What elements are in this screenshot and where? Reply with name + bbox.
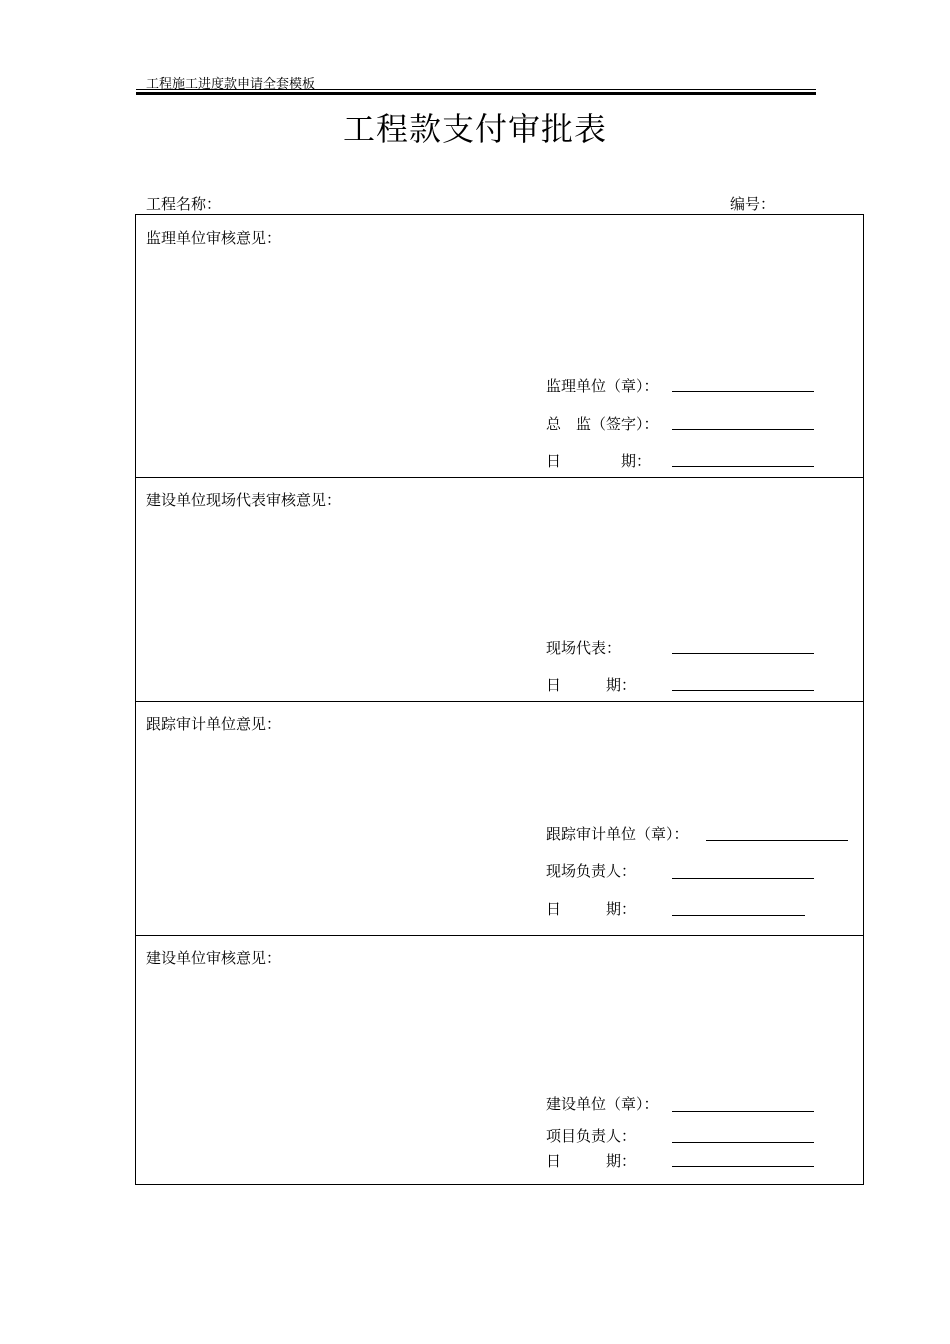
supervision-review-section (136, 215, 863, 478)
project-name-label: 工程名称： (146, 195, 222, 213)
site-leader-line[interactable] (672, 878, 814, 879)
owner-unit-review-title: 建设单位审核意见： (146, 949, 282, 967)
project-leader-line[interactable] (672, 1142, 814, 1143)
supervision-unit-seal-line[interactable] (672, 391, 814, 392)
supervision-date-line[interactable] (672, 466, 814, 467)
tracking-audit-unit-seal-label: 跟踪审计单位（章）： (546, 825, 689, 843)
owner-unit-seal-line[interactable] (672, 1111, 814, 1112)
form-number-label: 编号： (730, 195, 776, 213)
owner-unit-review-section (136, 935, 863, 1184)
header-rule-thick (136, 92, 816, 95)
owner-unit-date-label: 日 期： (546, 1152, 637, 1170)
site-representative-review-title: 建设单位现场代表审核意见： (146, 491, 342, 509)
form-title: 工程款支付审批表 (342, 110, 607, 148)
supervision-review-title: 监理单位审核意见： (146, 229, 282, 247)
chief-supervisor-sign-label: 总 监（签字）： (546, 415, 659, 433)
tracking-audit-review-title: 跟踪审计单位意见： (146, 715, 282, 733)
document-series-header: 工程施工进度款申请全套模板 (146, 77, 316, 92)
tracking-audit-date-label: 日 期： (546, 900, 637, 918)
supervision-date-label: 日 期： (546, 452, 652, 470)
approval-table (135, 214, 864, 1185)
tracking-audit-date-line[interactable] (672, 915, 805, 916)
project-leader-label: 项目负责人： (546, 1127, 637, 1145)
tracking-audit-unit-seal-line[interactable] (706, 840, 848, 841)
site-representative-line[interactable] (672, 653, 814, 654)
site-representative-date-label: 日 期： (546, 676, 637, 694)
site-leader-label: 现场负责人： (546, 862, 637, 880)
site-representative-label: 现场代表： (546, 639, 622, 657)
owner-unit-seal-label: 建设单位（章）： (546, 1095, 659, 1113)
tracking-audit-review-section (136, 701, 863, 936)
chief-supervisor-sign-line[interactable] (672, 429, 814, 430)
owner-unit-date-line[interactable] (672, 1166, 814, 1167)
site-representative-date-line[interactable] (672, 690, 814, 691)
site-representative-review-section (136, 477, 863, 702)
supervision-unit-seal-label: 监理单位（章）： (546, 377, 659, 395)
header-rule-thin (136, 89, 816, 90)
